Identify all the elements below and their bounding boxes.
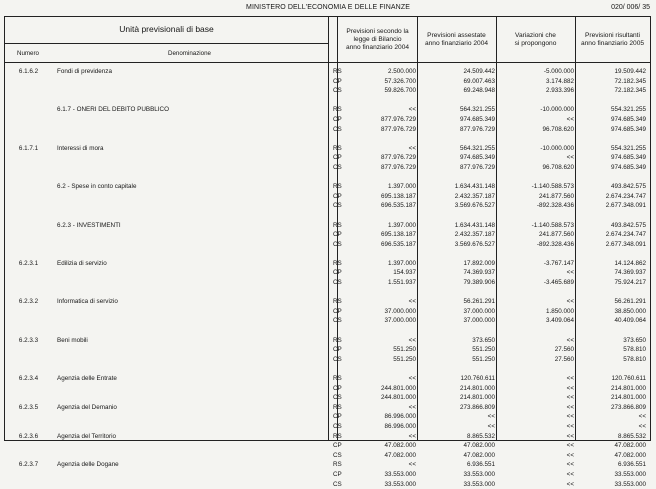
row-denomination: Agenzia del Demanio — [57, 403, 117, 411]
value-variazioni: 1.850.000 — [545, 307, 574, 315]
table-body — [5, 67, 650, 489]
col-previsioni-risultanti: Previsioni risultanti anno finanziario 2005 — [580, 32, 645, 47]
value-risultanti: 47.082.000 — [614, 451, 646, 459]
table-row — [5, 163, 650, 173]
col-previsioni-assestate: Previsioni assestate anno finanziario 2004 — [424, 32, 489, 47]
table-row — [5, 288, 650, 298]
value-bilancio: << — [408, 432, 416, 440]
value-assestate: 69.007.463 — [463, 77, 495, 85]
value-assestate: 120.760.611 — [460, 375, 495, 382]
row-number: 6.1.7.1 — [18, 144, 39, 152]
table-row — [5, 125, 650, 135]
row-type: CS — [333, 240, 342, 248]
row-number: 6.2.3.2 — [18, 298, 39, 306]
table-row — [5, 67, 650, 77]
value-variazioni: << — [566, 442, 574, 450]
value-variazioni: -3.465.689 — [543, 279, 574, 287]
value-bilancio: << — [408, 375, 416, 382]
table-row — [5, 115, 650, 125]
value-assestate: 877.976.729 — [459, 125, 495, 133]
value-bilancio: 1.397.000 — [387, 259, 416, 267]
table-row — [5, 278, 650, 288]
table-row — [5, 259, 650, 269]
value-bilancio: << — [408, 461, 416, 469]
col-numero: Numero — [16, 50, 39, 57]
value-variazioni: 3.409.064 — [545, 317, 574, 325]
row-type: CP — [333, 307, 342, 315]
row-type: CP — [333, 231, 342, 239]
row-type: RS — [333, 183, 342, 191]
page-code: 020/ 006/ 35 — [611, 4, 650, 11]
divider — [5, 62, 650, 63]
col-previsioni-bilancio: Previsioni secondo la legge di Bilancio anno finanziario 2004 — [345, 28, 410, 51]
value-bilancio: 154.937 — [393, 269, 416, 277]
row-type: CP — [333, 470, 342, 478]
row-denomination: 6.2.3 - INVESTIMENTI — [57, 221, 121, 229]
row-denomination: Informatica di servizio — [57, 298, 118, 306]
value-risultanti: 56.261.291 — [614, 298, 646, 306]
value-risultanti: 14.124.862 — [614, 259, 646, 267]
value-assestate: 6.936.551 — [466, 461, 495, 469]
value-risultanti: 6.936.551 — [617, 461, 646, 469]
value-bilancio: 86.996.000 — [384, 422, 416, 430]
value-variazioni: -3.767.147 — [543, 259, 574, 267]
row-type: CS — [333, 317, 342, 325]
value-risultanti: << — [638, 413, 646, 421]
table-row — [5, 316, 650, 326]
row-type: RS — [333, 106, 342, 114]
table-row — [5, 297, 650, 307]
value-bilancio: 244.801.000 — [380, 394, 416, 402]
row-type: CP — [333, 346, 342, 354]
value-variazioni: << — [566, 384, 574, 392]
value-assestate: 2.432.357.187 — [454, 192, 495, 200]
value-variazioni: -10.000.000 — [540, 106, 574, 114]
value-variazioni: -892.328.436 — [536, 202, 574, 210]
value-bilancio: << — [408, 106, 416, 114]
value-risultanti: 554.321.255 — [610, 106, 646, 114]
value-risultanti: 2.677.348.091 — [605, 202, 646, 210]
table-row — [5, 432, 650, 442]
value-variazioni: << — [566, 375, 574, 382]
row-type: CP — [333, 192, 342, 200]
row-type: RS — [333, 403, 342, 411]
value-risultanti: 554.321.255 — [610, 144, 646, 152]
table-row — [5, 451, 650, 461]
value-assestate: 974.685.349 — [459, 154, 495, 162]
row-number: 6.2.3.7 — [18, 461, 39, 469]
value-variazioni: 241.877.560 — [538, 192, 574, 200]
value-bilancio: 551.250 — [393, 355, 416, 363]
row-type: CP — [333, 77, 342, 85]
value-risultanti: 214.801.000 — [610, 394, 646, 402]
value-bilancio: 696.535.187 — [380, 202, 416, 210]
value-bilancio: 695.138.187 — [380, 192, 416, 200]
table-row — [5, 211, 650, 221]
row-type: CP — [333, 384, 342, 392]
value-assestate: 37.000.000 — [463, 317, 495, 325]
value-assestate: 24.509.442 — [463, 68, 495, 75]
value-variazioni: -1.140.588.573 — [531, 183, 574, 191]
value-assestate: 33.553.000 — [463, 480, 495, 488]
table-row — [5, 182, 650, 192]
row-type: CS — [333, 355, 342, 363]
value-risultanti: 120.760.611 — [611, 375, 646, 382]
row-denomination: Agenzia delle Dogane — [57, 461, 119, 469]
row-type: RS — [333, 336, 342, 344]
value-risultanti: 8.865.532 — [617, 432, 646, 440]
row-number: 6.2.3.1 — [18, 259, 39, 267]
value-bilancio: 877.976.729 — [380, 115, 416, 123]
table-row — [5, 441, 650, 451]
table-row — [5, 470, 650, 480]
value-bilancio: 33.553.000 — [384, 470, 416, 478]
value-bilancio: 695.138.187 — [380, 231, 416, 239]
row-denomination: Edilizia di servizio — [57, 259, 107, 267]
value-bilancio: 59.826.700 — [384, 87, 416, 95]
row-number: 6.2.3.6 — [18, 432, 39, 440]
value-variazioni: << — [566, 115, 574, 123]
value-bilancio: 696.535.187 — [380, 240, 416, 248]
value-bilancio: 1.397.000 — [387, 221, 416, 229]
value-risultanti: 273.866.809 — [610, 403, 646, 411]
value-risultanti: 40.409.064 — [614, 317, 646, 325]
table-row — [5, 422, 650, 432]
value-variazioni: -5.000.000 — [543, 68, 574, 75]
value-assestate: 551.250 — [472, 355, 495, 363]
row-number: 6.2.3.5 — [18, 403, 39, 411]
budget-table — [4, 16, 651, 488]
value-variazioni: 96.708.620 — [542, 125, 574, 133]
value-bilancio: << — [408, 403, 416, 411]
value-assestate: 564.321.255 — [459, 144, 495, 152]
value-bilancio: 877.976.729 — [380, 154, 416, 162]
value-assestate: 3.569.676.527 — [454, 202, 495, 210]
value-bilancio: 47.082.000 — [384, 451, 416, 459]
value-risultanti: 47.082.000 — [614, 442, 646, 450]
row-type: CS — [333, 87, 342, 95]
row-type: CP — [333, 413, 342, 421]
row-type: CS — [333, 125, 342, 133]
value-assestate: << — [487, 422, 495, 430]
row-type: RS — [333, 68, 342, 75]
value-risultanti: 2.677.348.091 — [605, 240, 646, 248]
table-row — [5, 268, 650, 278]
row-type: RS — [333, 259, 342, 267]
table-row — [5, 249, 650, 259]
row-type: RS — [333, 432, 342, 440]
value-bilancio: 37.000.000 — [384, 307, 416, 315]
value-risultanti: 578.810 — [623, 346, 646, 354]
row-type: CP — [333, 115, 342, 123]
table-row — [5, 192, 650, 202]
value-bilancio: 1.397.000 — [387, 183, 416, 191]
table-row — [5, 345, 650, 355]
row-type: CP — [333, 442, 342, 450]
table-row — [5, 336, 650, 346]
value-risultanti: 38.850.000 — [614, 307, 646, 315]
value-assestate: 3.569.676.527 — [454, 240, 495, 248]
value-risultanti: 974.685.349 — [610, 115, 646, 123]
table-row — [5, 86, 650, 96]
row-denomination: Interessi di mora — [57, 144, 104, 152]
value-assestate: 33.553.000 — [463, 470, 495, 478]
value-assestate: 8.865.532 — [466, 432, 495, 440]
value-assestate: 74.369.937 — [463, 269, 495, 277]
row-type: CS — [333, 480, 342, 488]
value-assestate: << — [487, 413, 495, 421]
divider — [5, 43, 328, 44]
value-variazioni: << — [566, 480, 574, 488]
row-type: RS — [333, 144, 342, 152]
table-row — [5, 460, 650, 470]
value-risultanti: 2.674.234.747 — [605, 192, 646, 200]
value-assestate: 877.976.729 — [459, 163, 495, 171]
value-variazioni: 3.174.882 — [545, 77, 574, 85]
table-row — [5, 77, 650, 87]
row-number: 6.2.3.3 — [18, 336, 39, 344]
value-variazioni: 2.933.396 — [545, 87, 574, 95]
value-bilancio: 33.553.000 — [384, 480, 416, 488]
value-variazioni: << — [566, 336, 574, 344]
row-type: CS — [333, 451, 342, 459]
row-denomination: 6.1.7 - ONERI DEL DEBITO PUBBLICO — [57, 106, 169, 114]
document-title: MINISTERO DELL'ECONOMIA E DELLE FINANZE — [246, 4, 410, 11]
value-risultanti: << — [638, 422, 646, 430]
value-variazioni: << — [566, 461, 574, 469]
table-row — [5, 96, 650, 106]
value-variazioni: -1.140.588.573 — [531, 221, 574, 229]
value-assestate: 2.432.357.187 — [454, 231, 495, 239]
value-variazioni: 96.708.620 — [542, 163, 574, 171]
value-bilancio: 47.082.000 — [384, 442, 416, 450]
value-variazioni: << — [566, 451, 574, 459]
table-row — [5, 364, 650, 374]
value-assestate: 974.685.349 — [459, 115, 495, 123]
value-risultanti: 214.801.000 — [610, 384, 646, 392]
value-assestate: 79.389.906 — [463, 279, 495, 287]
value-assestate: 1.634.431.148 — [454, 183, 495, 191]
value-risultanti: 2.674.234.747 — [605, 231, 646, 239]
row-denomination: Fondi di previdenza — [57, 68, 112, 75]
value-bilancio: 877.976.729 — [380, 125, 416, 133]
value-variazioni: 241.877.560 — [538, 231, 574, 239]
value-risultanti: 72.182.345 — [614, 77, 646, 85]
value-assestate: 214.801.000 — [459, 394, 495, 402]
value-variazioni: << — [566, 432, 574, 440]
table-row — [5, 480, 650, 489]
table-row — [5, 221, 650, 231]
row-number: 6.2.3.4 — [18, 375, 39, 382]
value-assestate: 373.650 — [472, 336, 495, 344]
table-row — [5, 403, 650, 413]
row-type: RS — [333, 375, 342, 382]
col-denominazione: Denominazione — [168, 50, 211, 57]
value-variazioni: << — [566, 298, 574, 306]
row-denomination: Agenzia del Territorio — [57, 432, 117, 440]
value-assestate: 56.261.291 — [463, 298, 495, 306]
col-variazioni: Variazioni che si propongono — [514, 32, 557, 47]
table-row — [5, 412, 650, 422]
table-row — [5, 134, 650, 144]
value-bilancio: 86.996.000 — [384, 413, 416, 421]
value-assestate: 273.866.809 — [459, 403, 495, 411]
row-type: CS — [333, 163, 342, 171]
value-risultanti: 578.810 — [623, 355, 646, 363]
table-row — [5, 153, 650, 163]
value-assestate: 214.801.000 — [459, 384, 495, 392]
value-risultanti: 974.685.349 — [610, 163, 646, 171]
value-variazioni: << — [566, 269, 574, 277]
table-row — [5, 374, 650, 384]
value-bilancio: << — [408, 144, 416, 152]
value-assestate: 37.000.000 — [463, 307, 495, 315]
table-row — [5, 240, 650, 250]
row-type: RS — [333, 221, 342, 229]
value-bilancio: 2.500.000 — [387, 68, 416, 75]
value-risultanti: 493.842.575 — [610, 221, 646, 229]
row-denomination: Beni mobili — [57, 336, 88, 344]
value-risultanti: 75.924.217 — [614, 279, 646, 287]
value-assestate: 47.082.000 — [463, 451, 495, 459]
value-risultanti: 33.553.000 — [614, 480, 646, 488]
value-variazioni: << — [566, 403, 574, 411]
value-variazioni: -10.000.000 — [540, 144, 574, 152]
value-variazioni: 27.560 — [554, 355, 574, 363]
value-bilancio: << — [408, 336, 416, 344]
row-type: CS — [333, 279, 342, 287]
table-row — [5, 230, 650, 240]
value-risultanti: 74.369.937 — [614, 269, 646, 277]
value-assestate: 551.250 — [472, 346, 495, 354]
row-number: 6.1.6.2 — [18, 68, 39, 75]
value-variazioni: << — [566, 394, 574, 402]
value-variazioni: << — [566, 154, 574, 162]
value-risultanti: 19.509.442 — [614, 68, 646, 75]
value-risultanti: 974.685.349 — [610, 125, 646, 133]
value-variazioni: << — [566, 470, 574, 478]
value-variazioni: -892.328.436 — [536, 240, 574, 248]
value-assestate: 69.248.948 — [463, 87, 495, 95]
value-bilancio: 877.976.729 — [380, 163, 416, 171]
row-type: CP — [333, 269, 342, 277]
row-type: CP — [333, 154, 342, 162]
row-type: CS — [333, 202, 342, 210]
value-assestate: 47.082.000 — [463, 442, 495, 450]
table-row — [5, 144, 650, 154]
value-assestate: 17.892.009 — [463, 259, 495, 267]
value-risultanti: 72.182.345 — [614, 87, 646, 95]
table-row — [5, 326, 650, 336]
table-row — [5, 173, 650, 183]
value-risultanti: 493.842.575 — [610, 183, 646, 191]
table-row — [5, 105, 650, 115]
value-variazioni: << — [566, 413, 574, 421]
row-type: RS — [333, 298, 342, 306]
table-row — [5, 393, 650, 403]
table-row — [5, 201, 650, 211]
table-row — [5, 384, 650, 394]
group-title: Unità previsionali di base — [119, 24, 214, 34]
value-bilancio: 37.000.000 — [384, 317, 416, 325]
value-assestate: 564.321.255 — [459, 106, 495, 114]
row-denomination: 6.2 - Spese in conto capitale — [57, 183, 137, 191]
value-risultanti: 373.650 — [623, 336, 646, 344]
row-type: RS — [333, 461, 342, 469]
value-risultanti: 974.685.349 — [610, 154, 646, 162]
value-variazioni: 27.560 — [554, 346, 574, 354]
row-denomination: Agenzia delle Entrate — [57, 375, 117, 382]
value-bilancio: 244.801.000 — [380, 384, 416, 392]
value-bilancio: 57.326.700 — [384, 77, 416, 85]
value-assestate: 1.634.431.148 — [454, 221, 495, 229]
row-type: CS — [333, 394, 342, 402]
value-bilancio: << — [408, 298, 416, 306]
value-bilancio: 1.551.937 — [387, 279, 416, 287]
value-risultanti: 33.553.000 — [614, 470, 646, 478]
value-variazioni: << — [566, 422, 574, 430]
value-bilancio: 551.250 — [393, 346, 416, 354]
table-row — [5, 355, 650, 365]
table-row — [5, 307, 650, 317]
row-type: CS — [333, 422, 342, 430]
